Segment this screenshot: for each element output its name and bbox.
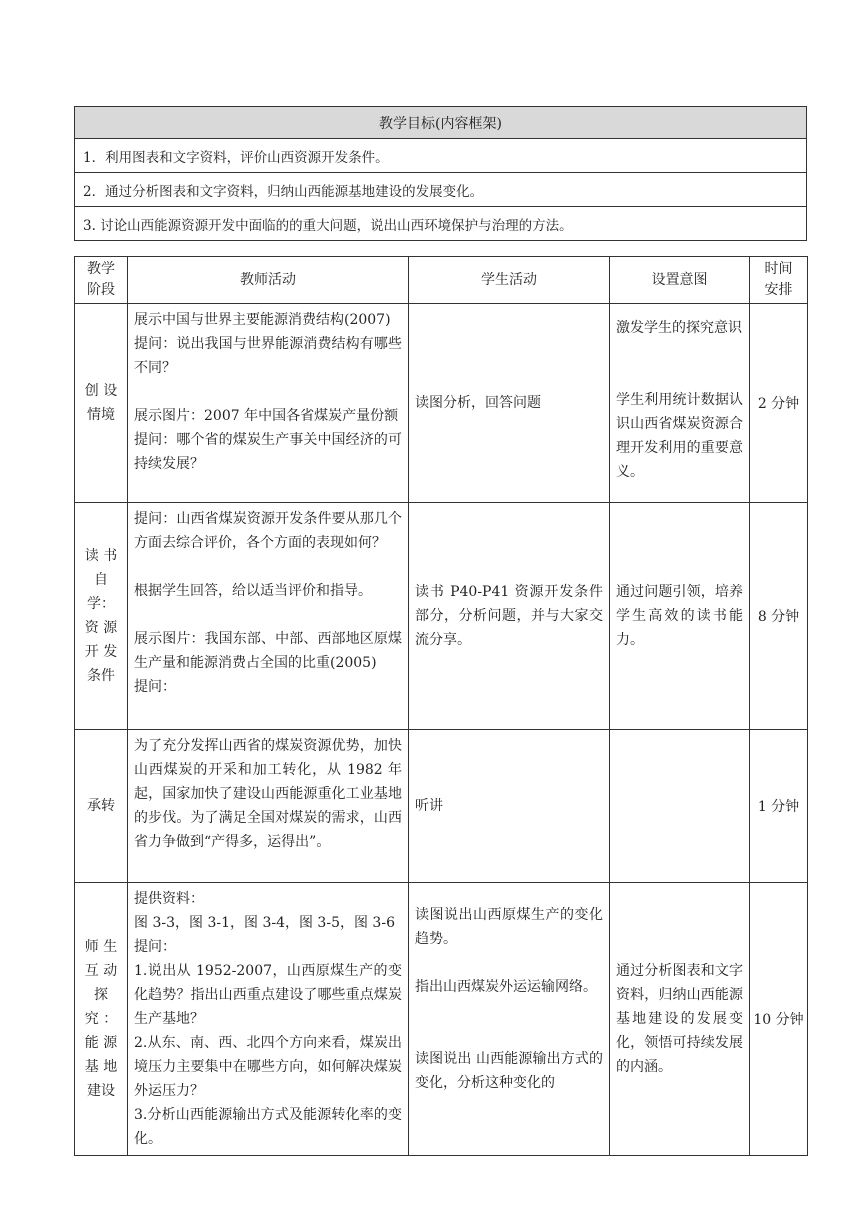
header-teacher: 教师活动 [128, 257, 409, 304]
table-row [75, 503, 808, 730]
time-cell: 10 分钟 [750, 883, 808, 1156]
header-purpose: 设置意图 [610, 257, 750, 304]
header-stage: 教学 阶段 [75, 257, 128, 304]
teacher-activity-cell: 展示中国与世界主要能源消费结构(2007) 提问：说出我国与世界能源消费结构有哪些不同？ 展示图片：2007 年中国各省煤炭产量份额 提问：哪个省的煤炭生产事关中国经济的可持续发展？ [128, 304, 409, 503]
student-activity-cell: 读书 P40-P41 资源开发条件部分，分析问题，并与大家交流分享。 [409, 503, 610, 730]
teacher-activity-cell: 提问：山西省煤炭资源开发条件要从那几个方面去综合评价，各个方面的表现如何？ 根据学生回答，给以适当评价和指导。 展示图片：我国东部、中部、西部地区原煤生产量和能源消费占全国的比重(2005) 提问： [128, 503, 409, 730]
header-student: 学生活动 [409, 257, 610, 304]
stage-cell: 创 设 情境 [75, 304, 128, 503]
table-row [75, 730, 808, 883]
table-row [75, 304, 808, 503]
student-activity-cell: 读图分析，回答问题 [409, 304, 610, 503]
goal-item: 2．通过分析图表和文字资料，归纳山西能源基地建设的发展变化。 [75, 173, 807, 207]
header-time: 时间 安排 [750, 257, 808, 304]
goals-header: 教学目标(内容框架) [75, 107, 807, 139]
student-activity-cell: 读图说出山西原煤生产的变化趋势。 指出山西煤炭外运运输网络。 读图说出 山西能源输出方式的变化，分析这种变化的 [409, 883, 610, 1156]
table-row [75, 883, 808, 1156]
purpose-cell [610, 730, 750, 883]
purpose-cell: 通过分析图表和文字资料，归纳山西能源基地建设的发展变化，领悟可持续发展的内涵。 [610, 883, 750, 1156]
stage-cell: 读 书 自 学： 资 源 开 发 条件 [75, 503, 128, 730]
teacher-activity-cell: 为了充分发挥山西省的煤炭资源优势，加快山西煤炭的开采和加工转化，从 1982 年起，国家加快了建设山西能源重化工业基地的步伐。为了满足全国对煤炭的需求，山西省力争做到“产得多，运得出”。 [128, 730, 409, 883]
teacher-activity-cell: 提供资料： 图 3-3，图 3-1，图 3-4，图 3-5，图 3-6 提问： 1.说出从 1952-2007，山西原煤生产的变化趋势？指出山西重点建设了哪些重点煤炭生产基地？ 2.从东、南、西、北四个方向来看，煤炭出境压力主要集中在哪些方向，如何解决煤炭外运压力？ 3.分析山西能源输出方式及能源转化率的变化。 [128, 883, 409, 1156]
teaching-goals-table [74, 106, 807, 241]
student-activity-cell: 听讲 [409, 730, 610, 883]
time-cell: 2 分钟 [750, 304, 808, 503]
lesson-plan-table [74, 256, 808, 1156]
purpose-cell: 激发学生的探究意识 学生利用统计数据认识山西省煤炭资源合理开发利用的重要意义。 [610, 304, 750, 503]
stage-cell: 承转 [75, 730, 128, 883]
purpose-cell: 通过问题引领，培养学生高效的读书能力。 [610, 503, 750, 730]
goal-item: 3. 讨论山西能源资源开发中面临的的重大问题，说出山西环境保护与治理的方法。 [75, 207, 807, 241]
goal-item: 1．利用图表和文字资料，评价山西资源开发条件。 [75, 139, 807, 173]
time-cell: 8 分钟 [750, 503, 808, 730]
table-header-row [75, 257, 808, 304]
time-cell: 1 分钟 [750, 730, 808, 883]
stage-cell: 师 生 互 动 探 究 ： 能 源 基 地 建设 [75, 883, 128, 1156]
